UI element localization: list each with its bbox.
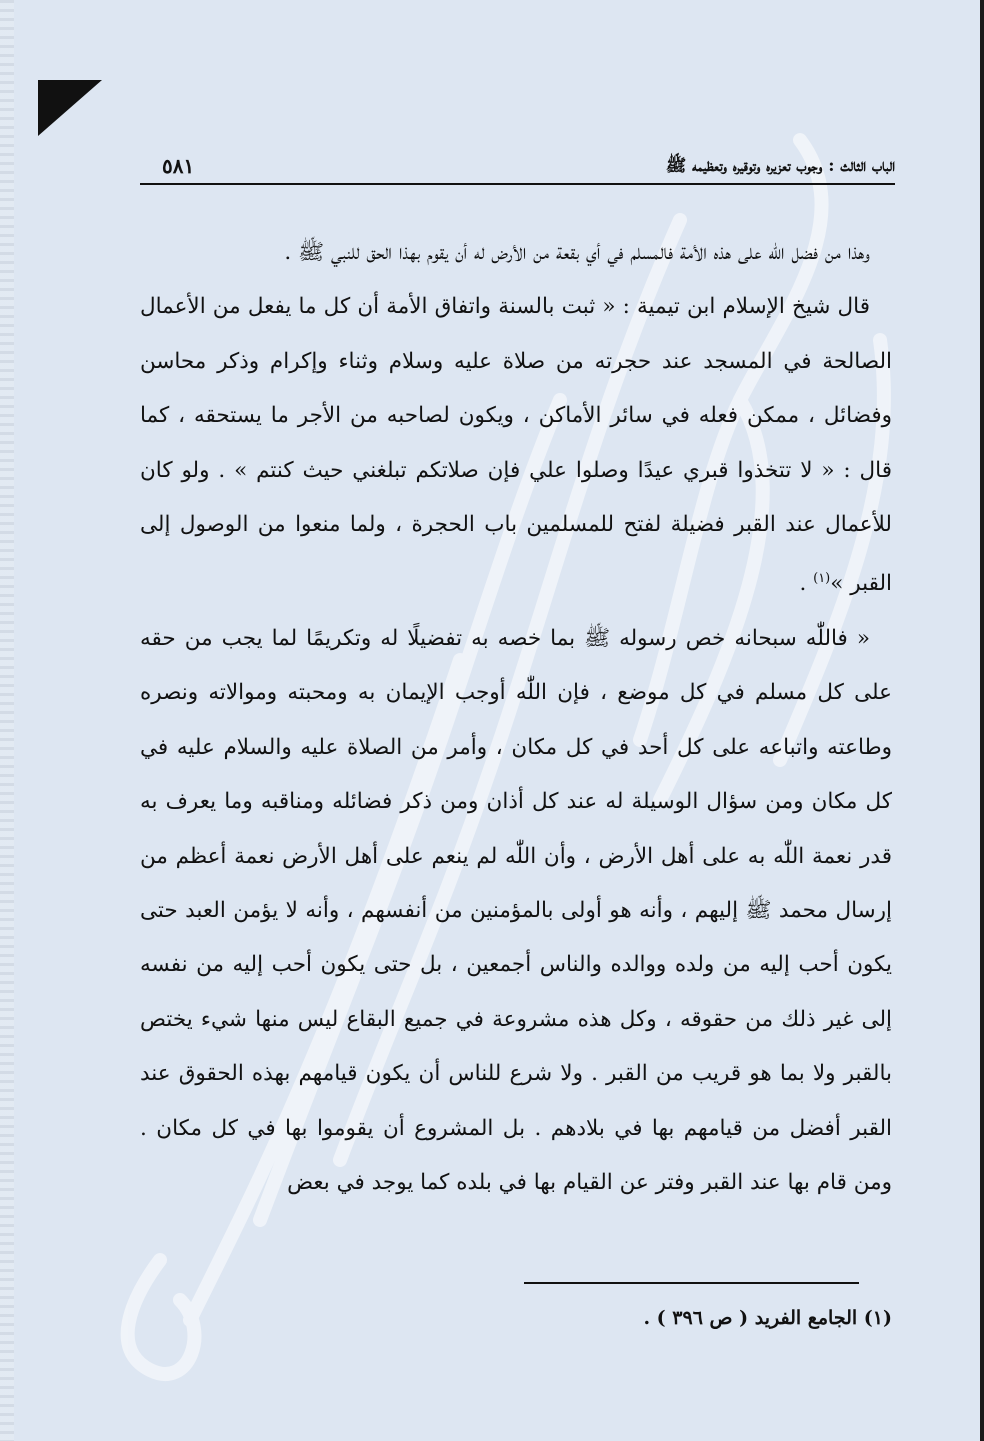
- page-right-edge: [980, 0, 984, 1441]
- paragraph-3: « فاللّٰه سبحانه خص رسوله ﷺ بما خصه به تفضيلًا له وتكريمًا لما يجب من حقه على كل مسلم في كل موضع ، فإن اللّٰه أوجب الإيمان به ومحبته وموالاته ونصره وطاعته واتباعه على كل أحد في كل مكان ، وأمر من الصلاة عليه والسلام عليه في كل مكان ومن سؤال الوسيلة له عند كل أذان ومن ذكر فضائله ومناقبه وما يعرف به قدر نعمة اللّٰه به على أهل الأرض ، وأن اللّٰه لم ينعم على أهل الأرض نعمة أعظم من إرسال محمد ﷺ إليهم ، وأنه هو أولى بالمؤمنين من أنفسهم ، وأنه لا يؤمن العبد حتى يكون أحب إليه من ولده ووالده والناس أجمعين ، بل حتى يكون أحب إليه من نفسه إلى غير ذلك من حقوقه ، وكل هذه مشروعة في جميع البقاع ليس منها شيء يختص بالقبر ولا بما هو قريب من القبر . ولا شرع للناس أن يكون قيامهم بهذه الحقوق عند القبر أفضل من قيامهم بها في بلادهم . بل المشروع أن يقوموا بها في كل مكان . ومن قام بها عند القبر وفتر عن القيام بها في بلده كما يوجد في بعض: [140, 626, 892, 1196]
- paragraph-2-text: قال شيخ الإسلام ابن تيمية : « ثبت بالسنة واتفاق الأمة أن كل ما يفعل من الأعمال الصالحة في المسجد عند حجرته من صلاة عليه وسلام وثناء وإكرام وذكر محاسن وفضائل ، ممكن فعله في سائر الأماكن ، ويكون لصاحبه من الأجر ما يستحقه ، كما قال : « لا تتخذوا قبري عيدًا وصلوا علي فإن صلاتكم تبلغني حيث كنتم » . ولو كان للأعمال عند القبر فضيلة لفتح للمسلمين باب الحجرة ، ولما منعوا من الوصول إلى القبر »: [140, 294, 892, 597]
- running-header: [140, 148, 895, 184]
- chapter-title: الباب الثالث : وجوب تعزيره وتوقيره وتعظيمه ﷺ: [665, 156, 895, 176]
- paragraph-2-end: .: [799, 571, 814, 597]
- footnote-reference: (١): [813, 571, 831, 587]
- header-rule: [140, 183, 895, 185]
- footnote-rule: [524, 1282, 859, 1284]
- page-number: ٥٨١: [162, 154, 195, 178]
- paragraph-2: [140, 280, 892, 612]
- page-binding-edge: [0, 0, 14, 1441]
- footnote: (١) الجامع الفريد ( ص ٣٩٦ ) .: [643, 1307, 892, 1329]
- paragraph-1: وهذا من فضل اللّٰه على هذه الأمة فالمسلم في أي بقعة من الأرض له أن يقوم بهذا الحق للنبي ﷺ .: [284, 240, 870, 265]
- corner-triangle-mark: [38, 80, 102, 136]
- body-text: [140, 226, 892, 1210]
